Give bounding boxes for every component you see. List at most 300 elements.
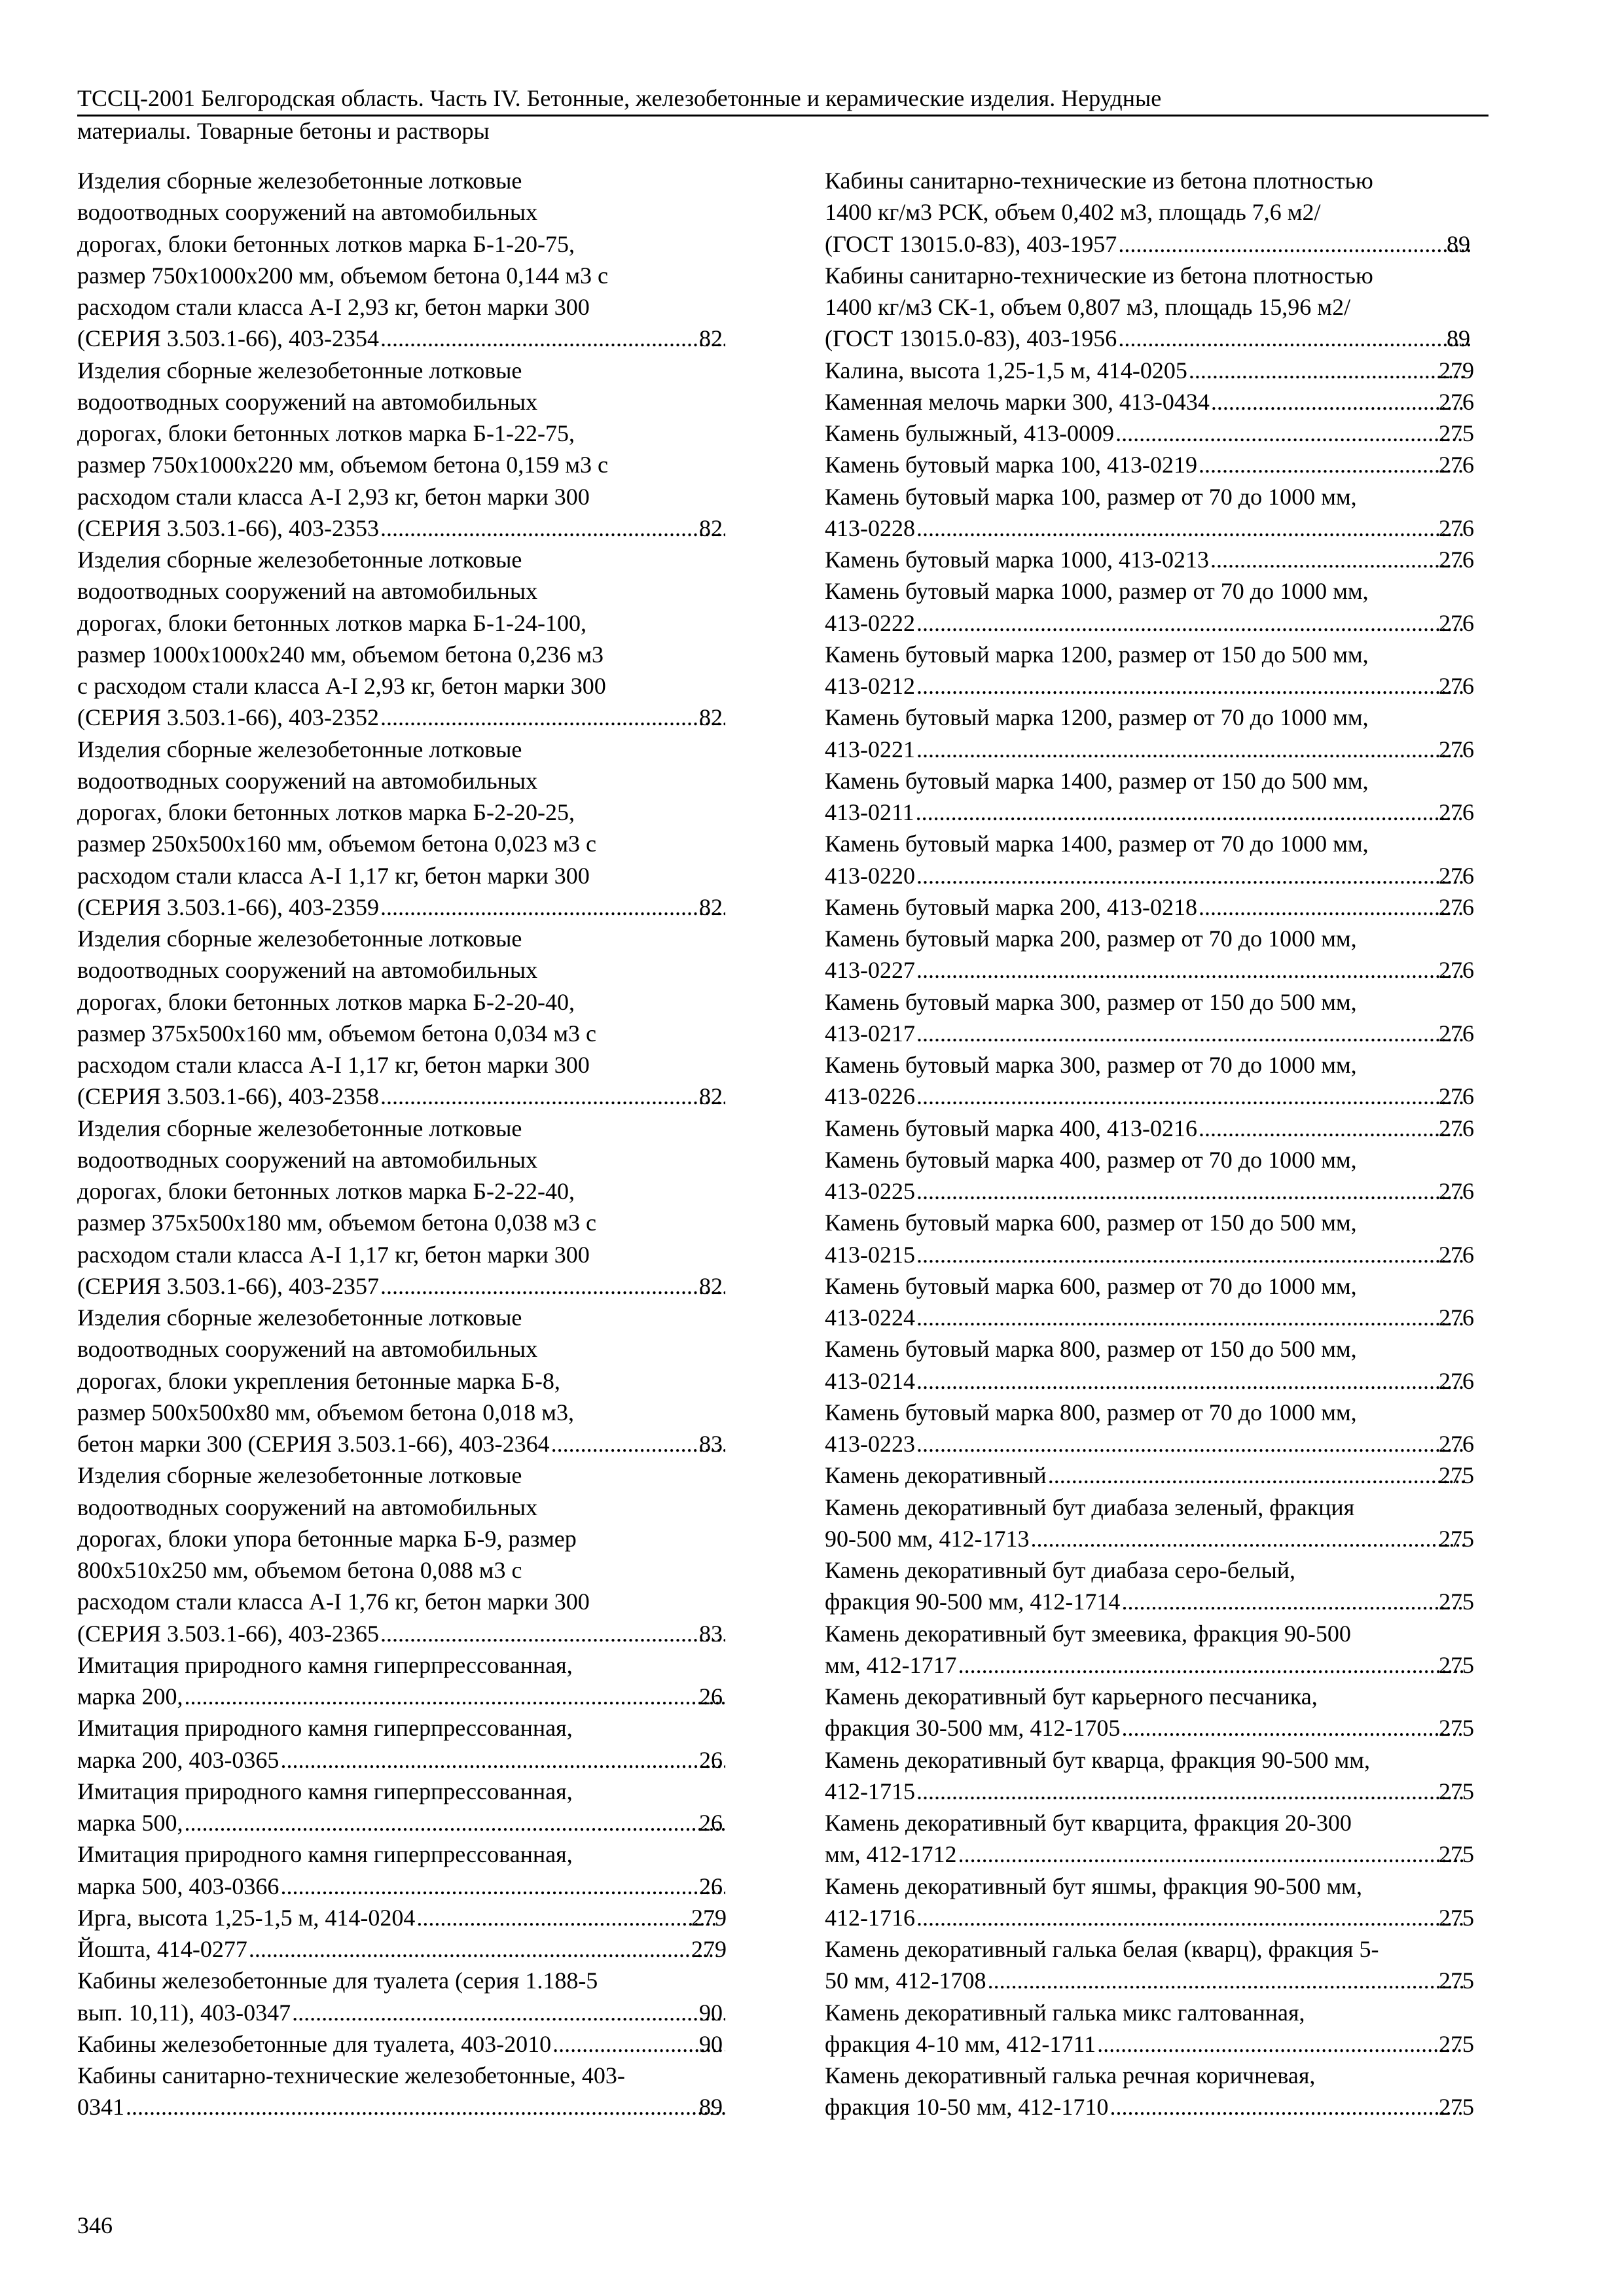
dot-leader [958, 1649, 1465, 1681]
index-entry-page-ref: 276 [1439, 1178, 1474, 1204]
index-entry-last-line [825, 734, 1474, 765]
index-entry-text-line: размер 375х500х180 мм, объемом бетона 0,038 м3 с [77, 1210, 596, 1236]
index-entry [825, 355, 1474, 386]
index-entry-page-ref: 276 [1439, 957, 1474, 984]
index-entry-text-line: Камень декоративный [825, 1462, 1047, 1489]
index-entry-page-ref: 276 [1439, 1304, 1474, 1331]
index-entry [825, 1807, 1474, 1871]
index-entry-last-line [825, 1712, 1474, 1744]
index-entry [77, 355, 727, 545]
index-entry-text-line: Камень бутовый марка 300, размер от 70 до 1000 мм, [825, 1052, 1357, 1078]
index-entry [77, 1712, 727, 1776]
index-entry-text-line: 413-0226 [825, 1083, 915, 1110]
index-column-left [77, 165, 727, 2123]
index-column-right [825, 165, 1474, 2123]
dot-leader [916, 1239, 1465, 1270]
index-entry-text-line: водоотводных сооружений на автомобильных [77, 1336, 538, 1363]
index-entry-page-ref: 276 [1439, 736, 1474, 762]
index-entry-last-line [825, 1239, 1474, 1270]
index-entry-last-line [825, 954, 1474, 986]
index-entry-text-line: расходом стали класса А-I 1,76 кг, бетон марки 300 [77, 1588, 590, 1615]
index-entry-last-line [825, 860, 1474, 891]
index-entry-text-line: (ГОСТ 13015.0-83), 403-1956 [825, 325, 1117, 352]
index-entry-page-ref: 279 [691, 1936, 727, 1962]
index-entry [77, 544, 727, 734]
index-entry [77, 2028, 727, 2060]
index-entry-last-line [825, 1776, 1474, 1807]
index-entry-page-ref: 275 [1439, 1715, 1474, 1742]
index-entry-text-line: Камень булыжный, 413-0009 [825, 420, 1115, 446]
index-entry-text-line: фракция 10-50 мм, 412-1710 [825, 2094, 1109, 2121]
index-entry-text-line: Камень декоративный бут диабаза зеленый, фракция [825, 1494, 1355, 1520]
index-entry-text-line: Камень бутовый марка 1400, размер от 70 до 1000 мм, [825, 831, 1369, 857]
index-entry-text-line: дорогах, блоки бетонных лотков марка Б-2-20-40, [77, 988, 575, 1015]
dot-leader [280, 1871, 725, 1902]
index-entry-text-line: размер 750х1000х220 мм, объемом бетона 0,159 м3 с [77, 452, 608, 478]
index-entry-text-line: Камень бутовый марка 600, размер от 70 до 1000 мм, [825, 1272, 1357, 1299]
dot-leader [1189, 355, 1465, 386]
index-entry [77, 1302, 727, 1460]
index-entry-text-line: фракция 90-500 мм, 412-1714 [825, 1588, 1121, 1615]
index-entry-text-line: мм, 412-1712 [825, 1841, 957, 1868]
dot-leader [916, 734, 1465, 765]
index-entry-last-line [825, 797, 1474, 828]
index-entry-text-line: марка 500, [77, 1810, 183, 1836]
index-entry-text-line: Камень бутовый марка 600, размер от 150 до 500 мм, [825, 1210, 1357, 1236]
index-entry-text-line: дорогах, блоки бетонных лотков марка Б-1-20-75, [77, 230, 575, 257]
index-entry-last-line [825, 1365, 1474, 1397]
index-entry [77, 1902, 727, 1933]
dot-leader [916, 512, 1465, 544]
index-entry-text-line: марка 200, [77, 1683, 183, 1710]
dot-leader [1118, 228, 1473, 260]
index-entry-text-line: 50 мм, 412-1708 [825, 1967, 986, 1994]
dot-leader [416, 1902, 717, 1933]
dot-leader [988, 1965, 1465, 1996]
dot-leader [916, 1081, 1465, 1112]
index-entry-last-line [825, 1649, 1474, 1681]
index-entry [77, 2060, 727, 2123]
dot-leader [126, 2091, 725, 2123]
index-entry-text-line: 412-1715 [825, 1778, 915, 1804]
index-entry-page-ref: 276 [1439, 609, 1474, 636]
index-entry-last-line: марка 500, 403-0366 ..... 26 [105, 1871, 727, 1902]
index-entry-text-line: мм, 412-1717 [825, 1651, 957, 1678]
index-entry-page-ref: 276 [1439, 514, 1474, 541]
index-entry-text-line: Камень декоративный бут диабаза серо-белый, [825, 1557, 1296, 1583]
dot-leader [1199, 449, 1465, 480]
index-entry-text-line: 1400 кг/м3 СК-1, объем 0,807 м3, площадь 15,96 м2/ [825, 294, 1351, 320]
index-entry-last-line [825, 1965, 1474, 1996]
index-entry-text-line: (СЕРИЯ 3.503.1-66), 403-2354 [77, 325, 379, 352]
dot-leader [380, 1081, 725, 1112]
index-entry [825, 544, 1474, 575]
index-entry-text-line: водоотводных сооружений на автомобильных [77, 1494, 538, 1520]
index-entry-last-line: марка 200, ..... 26 [105, 1681, 727, 1712]
index-entry-last-line [825, 1586, 1474, 1617]
index-entry-last-line [825, 607, 1474, 639]
index-entry-text-line: 413-0224 [825, 1304, 915, 1331]
index-entry-text-line: размер 500х500х80 мм, объемом бетона 0,018 м3, [77, 1399, 575, 1426]
index-entry-page-ref: 275 [1439, 1967, 1474, 1994]
index-entry-text-line: Ирга, высота 1,25-1,5 м, 414-0204 [77, 1904, 416, 1931]
index-entry-text-line: Кабины железобетонные для туалета (серия 1.188-5 [77, 1967, 598, 1994]
index-entry-last-line: (СЕРИЯ 3.503.1-66), 403-2358 ..... 82 [105, 1081, 727, 1112]
running-header [77, 84, 1489, 146]
index-entry-text-line: Камень бутовый марка 1400, размер от 150 до 500 мм, [825, 767, 1369, 794]
dot-leader [1211, 386, 1465, 418]
index-entry-text-line: 90-500 мм, 412-1713 [825, 1525, 1030, 1552]
index-entry-page-ref: 276 [1439, 893, 1474, 920]
index-entry [77, 1460, 727, 1649]
index-entry-last-line [825, 418, 1474, 449]
index-entry-text-line: расходом стали класса А-I 2,93 кг, бетон марки 300 [77, 294, 590, 320]
index-entry-text-line: Изделия сборные железобетонные лотковые [77, 357, 522, 384]
index-entry [825, 1492, 1474, 1555]
dot-leader [380, 1618, 725, 1649]
index-entry-last-line [825, 1175, 1474, 1207]
index-entry-text-line: Камень декоративный бут кварца, фракция 90-500 мм, [825, 1746, 1371, 1773]
index-entry-page-ref: 275 [1439, 1525, 1474, 1552]
header-title-line-2: материалы. Товарные бетоны и растворы [77, 118, 490, 144]
index-entry-text-line: 413-0211 [825, 799, 914, 825]
index-entry-page-ref: 279 [691, 1904, 727, 1931]
dot-leader [916, 1776, 1465, 1807]
index-entry-last-line [825, 386, 1474, 418]
index-entry-last-line [825, 449, 1474, 480]
index-entry-text-line: Камень декоративный бут яшмы, фракция 90-500 мм, [825, 1873, 1363, 1899]
index-entry-text-line: 0341 [77, 2094, 124, 2121]
dot-leader [380, 512, 725, 544]
index-entry-text-line: размер 750х1000х200 мм, объемом бетона 0,144 м3 с [77, 262, 608, 289]
index-entry-text-line: Кабины железобетонные для туалета, 403-2010 [77, 2030, 552, 2057]
index-entry-text-line: водоотводных сооружений на автомобильных [77, 1146, 538, 1173]
index-entry-page-ref: 275 [1439, 1588, 1474, 1615]
index-entry-last-line: (СЕРИЯ 3.503.1-66), 403-2354 ..... 82 [105, 323, 727, 354]
index-entry [77, 1649, 727, 1713]
index-entry-text-line: 413-0227 [825, 957, 915, 984]
index-entry-text-line: 413-0214 [825, 1367, 915, 1394]
index-entry [825, 1207, 1474, 1270]
index-entry-text-line: размер 1000х1000х240 мм, объемом бетона 0,236 м3 [77, 641, 604, 668]
index-entry-last-line [825, 670, 1474, 702]
index-entry-last-line: (СЕРИЯ 3.503.1-66), 403-2359 ..... 82 [105, 891, 727, 923]
index-entry-page-ref: 275 [1439, 2094, 1474, 2121]
index-entry-text-line: Кабины санитарно-технические из бетона плотностью [825, 262, 1373, 289]
index-entry [825, 891, 1474, 923]
index-entry [825, 481, 1474, 545]
index-entry-text-line: Изделия сборные железобетонные лотковые [77, 925, 522, 952]
index-entry-text-line: дорогах, блоки бетонных лотков марка Б-2-22-40, [77, 1178, 575, 1204]
dot-leader [380, 891, 725, 923]
index-entry-text-line: Камень декоративный галька микс галтованная, [825, 1999, 1305, 2026]
dot-leader [1110, 2091, 1465, 2123]
index-entry [825, 1871, 1474, 1934]
index-entry-text-line: Камень бутовый марка 200, 413-0218 [825, 893, 1198, 920]
dot-leader [958, 1839, 1465, 1870]
index-entry [77, 1776, 727, 1839]
index-entry-text-line: Камень бутовый марка 100, размер от 70 до 1000 мм, [825, 483, 1357, 510]
index-entry [825, 765, 1474, 829]
index-entry-text-line: 413-0228 [825, 514, 915, 541]
header-title-line-1: ТССЦ-2001 Белгородская область. Часть IV. Бетонные, железобетонные и керамические изделия. Нерудные [77, 84, 1489, 117]
index-entry-last-line [825, 1018, 1474, 1049]
index-entry-text-line: водоотводных сооружений на автомобильных [77, 767, 538, 794]
index-entry [77, 1965, 727, 2028]
index-entry-page-ref: 276 [1439, 673, 1474, 699]
index-entry [825, 1618, 1474, 1681]
index-entry-text-line: 413-0212 [825, 673, 915, 699]
index-entry-last-line [825, 1428, 1474, 1460]
index-entry [825, 986, 1474, 1050]
dot-leader [184, 1807, 725, 1839]
index-entry-last-line: Кабины железобетонные для туалета, 403-2010 ..... 90 [105, 2028, 727, 2060]
index-entry-text-line: расходом стали класса А-I 1,17 кг, бетон марки 300 [77, 862, 590, 889]
index-entry-last-line: вып. 10,11), 403-0347 ..... 90 [105, 1997, 727, 2028]
index-entry-last-line: марка 200, 403-0365 ..... 26 [105, 1744, 727, 1776]
index-entry [825, 923, 1474, 986]
index-entry-text-line: Камень бутовый марка 1000, 413-0213 [825, 547, 1210, 573]
dot-leader [916, 1428, 1465, 1460]
index-entry-text-line: с расходом стали класса А-I 2,93 кг, бетон марки 300 [77, 673, 606, 699]
index-entry-text-line: Изделия сборные железобетонные лотковые [77, 547, 522, 573]
index-entry-text-line: 413-0225 [825, 1178, 915, 1204]
dot-leader [916, 860, 1465, 891]
index-entry-page-ref: 276 [1439, 388, 1474, 415]
index-entry-last-line [825, 1523, 1474, 1554]
index-entry-text-line: размер 375х500х160 мм, объемом бетона 0,034 м3 с [77, 1020, 596, 1047]
page-number: 346 [77, 2212, 113, 2238]
index-entry-page-ref: 276 [1439, 1020, 1474, 1047]
index-entry-last-line [77, 1902, 727, 1933]
index-entry [825, 1113, 1474, 1144]
index-entry-text-line: расходом стали класса А-I 1,17 кг, бетон марки 300 [77, 1052, 590, 1078]
index-entry [825, 1397, 1474, 1460]
index-entry [77, 734, 727, 924]
index-entry-last-line [77, 1933, 727, 1965]
index-entry-page-ref: 276 [1439, 1083, 1474, 1110]
dot-leader [916, 1365, 1465, 1397]
index-entry-text-line: водоотводных сооружений на автомобильных [77, 388, 538, 415]
index-entry-page-ref: 276 [1439, 1115, 1474, 1141]
dot-leader [1031, 1523, 1465, 1554]
index-entry-last-line [825, 891, 1474, 923]
index-entry-text-line: дорогах, блоки бетонных лотков марка Б-1-24-100, [77, 609, 586, 636]
index-entry [825, 1460, 1474, 1491]
index-entry-text-line: Имитация природного камня гиперпрессованная, [77, 1715, 573, 1742]
index-entry-last-line [825, 355, 1474, 386]
index-entry-text-line: Камень бутовый марка 400, 413-0216 [825, 1115, 1198, 1141]
index-entry [825, 1933, 1474, 1997]
index-entry-last-line [825, 1302, 1474, 1333]
index-entry-text-line: Калина, высота 1,25-1,5 м, 414-0205 [825, 357, 1187, 384]
index-entry [825, 1554, 1474, 1618]
index-entry-text-line: Камень бутовый марка 200, размер от 70 до 1000 мм, [825, 925, 1357, 952]
index-entry-page-ref: 276 [1439, 1241, 1474, 1268]
index-entry-text-line: Камень бутовый марка 1000, размер от 70 до 1000 мм, [825, 578, 1369, 605]
index-entry-text-line: дорогах, блоки укрепления бетонные марка Б-8, [77, 1367, 560, 1394]
dot-leader [916, 1902, 1465, 1933]
index-entry [825, 1744, 1474, 1808]
dot-leader [916, 1302, 1465, 1333]
dot-leader [916, 1175, 1465, 1207]
index-entry-page-ref: 276 [1439, 452, 1474, 478]
index-entry-text-line: 413-0217 [825, 1020, 915, 1047]
index-entry [825, 2060, 1474, 2123]
index-entry-text-line: Изделия сборные железобетонные лотковые [77, 736, 522, 762]
index-entry-text-line: размер 250х500х160 мм, объемом бетона 0,023 м3 с [77, 831, 596, 857]
index-entry-last-line: (СЕРИЯ 3.503.1-66), 403-2357 ..... 82 [105, 1270, 727, 1302]
index-entry-text-line: Камень декоративный бут карьерного песчаника, [825, 1683, 1318, 1710]
index-entry-text-line: расходом стали класса А-I 1,17 кг, бетон марки 300 [77, 1241, 590, 1268]
index-entry-text-line: Имитация природного камня гиперпрессованная, [77, 1651, 573, 1678]
index-entry-last-line [825, 1113, 1474, 1144]
index-entry-text-line: Камень бутовый марка 100, 413-0219 [825, 452, 1198, 478]
index-entry-text-line: Камень бутовый марка 300, размер от 150 до 500 мм, [825, 988, 1357, 1015]
index-entry-text-line: 413-0222 [825, 609, 915, 636]
index-entry-text-line: Камень бутовый марка 800, размер от 70 до 1000 мм, [825, 1399, 1357, 1426]
index-entry-text-line: Камень бутовый марка 1200, размер от 150 до 500 мм, [825, 641, 1369, 668]
index-entry-text-line: Кабины санитарно-технические железобетонные, 403- [77, 2062, 625, 2089]
index-entry [825, 418, 1474, 449]
index-entry-text-line: дорогах, блоки бетонных лотков марка Б-2-20-25, [77, 799, 575, 825]
index-entry-last-line: (СЕРИЯ 3.503.1-66), 403-2353 ..... 82 [105, 512, 727, 544]
dot-leader [1121, 1712, 1465, 1744]
index-entry-text-line: (СЕРИЯ 3.503.1-66), 403-2353 [77, 514, 379, 541]
index-entry-last-line [825, 1081, 1474, 1112]
index-entry-text-line: Камень декоративный бут кварцита, фракция 20-300 [825, 1810, 1352, 1836]
index-entry-text-line: (СЕРИЯ 3.503.1-66), 403-2357 [77, 1272, 379, 1299]
index-entry-page-ref: 276 [1439, 1431, 1474, 1457]
dot-leader [249, 1933, 717, 1965]
index-entry-last-line: (СЕРИЯ 3.503.1-66), 403-2352 ..... 82 [105, 702, 727, 733]
dot-leader [292, 1997, 725, 2028]
index-entry-text-line: Камень декоративный галька белая (кварц), фракция 5- [825, 1936, 1379, 1962]
index-entry-last-line [825, 544, 1474, 575]
index-entry-text-line: 1400 кг/м3 РСК, объем 0,402 м3, площадь 7,6 м2/ [825, 199, 1321, 226]
index-entry-text-line: Камень бутовый марка 1200, размер от 70 до 1000 мм, [825, 704, 1369, 731]
index-entry [825, 702, 1474, 765]
dot-leader [916, 954, 1465, 986]
index-entry-last-line [825, 512, 1474, 544]
index-entry-text-line: водоотводных сооружений на автомобильных [77, 957, 538, 984]
index-entry-text-line: 800х510х250 мм, объемом бетона 0,088 м3 с [77, 1557, 522, 1583]
index-entry [77, 165, 727, 355]
index-entry-last-line [825, 1839, 1474, 1870]
index-entry [825, 1270, 1474, 1334]
index-entry [77, 1113, 727, 1302]
index-entry-text-line: (ГОСТ 13015.0-83), 403-1957 [825, 230, 1117, 257]
index-entry [825, 1997, 1474, 2060]
index-entry-text-line: Камень декоративный бут змеевика, фракция 90-500 [825, 1620, 1351, 1647]
index-entry-text-line: фракция 4-10 мм, 412-1711 [825, 2030, 1096, 2057]
index-entry-last-line: бетон марки 300 (СЕРИЯ 3.503.1-66), 403-2364 ..... 83 [105, 1428, 727, 1460]
index-entry-page-ref: 276 [1439, 547, 1474, 573]
index-entry [825, 386, 1474, 418]
index-entry-page-ref: 279 [1439, 357, 1474, 384]
index-entry [825, 828, 1474, 891]
index-entry [77, 1933, 727, 1965]
index-entry-text-line: Изделия сборные железобетонные лотковые [77, 1115, 522, 1141]
dot-leader [380, 1270, 725, 1302]
dot-leader [1097, 2028, 1465, 2060]
index-entry-text-line: Каменная мелочь марки 300, 413-0434 [825, 388, 1210, 415]
index-entry-text-line: водоотводных сооружений на автомобильных [77, 199, 538, 226]
dot-leader [916, 670, 1465, 702]
index-entry-text-line: 413-0221 [825, 736, 915, 762]
index-entry-last-line: (ГОСТ 13015.0-83), 403-1957 ..... 89 [852, 228, 1474, 260]
index-entry-text-line: Изделия сборные железобетонные лотковые [77, 168, 522, 194]
index-entry-text-line: дорогах, блоки бетонных лотков марка Б-1-22-75, [77, 420, 575, 446]
index-entry-text-line: Камень бутовый марка 400, размер от 70 до 1000 мм, [825, 1146, 1357, 1173]
index-entry-text-line: (СЕРИЯ 3.503.1-66), 403-2359 [77, 893, 379, 920]
dot-leader [380, 702, 725, 733]
index-entry-text-line: (СЕРИЯ 3.503.1-66), 403-2352 [77, 704, 379, 731]
index-entry-page-ref: 276 [1439, 862, 1474, 889]
dot-leader [1199, 1113, 1465, 1144]
dot-leader [1121, 1586, 1465, 1617]
index-entry-text-line: 412-1716 [825, 1904, 915, 1931]
dot-leader [380, 323, 725, 354]
index-entry-text-line: Изделия сборные железобетонные лотковые [77, 1462, 522, 1489]
index-entry-page-ref: 276 [1439, 1367, 1474, 1394]
dot-leader [280, 1744, 725, 1776]
index-entry-text-line: 413-0215 [825, 1241, 915, 1268]
index-entry-text-line: фракция 30-500 мм, 412-1705 [825, 1715, 1121, 1742]
index-entry-text-line: марка 500, 403-0366 [77, 1873, 280, 1899]
index-entry [825, 165, 1474, 260]
index-entry-text-line: дорогах, блоки упора бетонные марка Б-9, размер [77, 1525, 577, 1552]
index-entry-text-line: Имитация природного камня гиперпрессованная, [77, 1841, 573, 1868]
index-entry [825, 1681, 1474, 1744]
index-entry-last-line [825, 1460, 1474, 1491]
index-entry-text-line: вып. 10,11), 403-0347 [77, 1999, 291, 2026]
index-entry-page-ref: 275 [1439, 2030, 1474, 2057]
dot-leader [1118, 323, 1473, 354]
index-entry-page-ref: 276 [1439, 799, 1474, 825]
index-entry-page-ref: 275 [1439, 1651, 1474, 1678]
index-entry-last-line: марка 500, ..... 26 [105, 1807, 727, 1839]
index-entry-text-line: водоотводных сооружений на автомобильных [77, 578, 538, 605]
index-entry [825, 449, 1474, 480]
index-entry-last-line [825, 1902, 1474, 1933]
index-entry-text-line: Йошта, 414-0277 [77, 1936, 247, 1962]
index-entry-last-line: (СЕРИЯ 3.503.1-66), 403-2365 ..... 83 [105, 1618, 727, 1649]
index-entry [825, 1333, 1474, 1397]
index-entry-last-line [825, 2028, 1474, 2060]
index-entry-page-ref: 275 [1439, 420, 1474, 446]
dot-leader [916, 607, 1465, 639]
index-entry-text-line: (СЕРИЯ 3.503.1-66), 403-2365 [77, 1620, 379, 1647]
index-entry-last-line [825, 2091, 1474, 2123]
index-entry-text-line: Кабины санитарно-технические из бетона плотностью [825, 168, 1373, 194]
dot-leader [1048, 1460, 1465, 1491]
dot-leader [184, 1681, 725, 1712]
index-entry-page-ref: 275 [1439, 1462, 1474, 1489]
index-entry [825, 260, 1474, 355]
dot-leader [1199, 891, 1465, 923]
dot-leader [916, 797, 1465, 828]
dot-leader [1115, 418, 1465, 449]
index-entry-text-line: Имитация природного камня гиперпрессованная, [77, 1778, 573, 1804]
index-entry-text-line: марка 200, 403-0365 [77, 1746, 280, 1773]
index-entry-last-line: 0341 ..... 89 [105, 2091, 727, 2123]
index-entry [825, 1144, 1474, 1208]
index-entry [825, 575, 1474, 639]
index-entry-text-line: (СЕРИЯ 3.503.1-66), 403-2358 [77, 1083, 379, 1110]
index-entry-last-line: (ГОСТ 13015.0-83), 403-1956 ..... 89 [852, 323, 1474, 354]
index-entry-page-ref: 275 [1439, 1904, 1474, 1931]
